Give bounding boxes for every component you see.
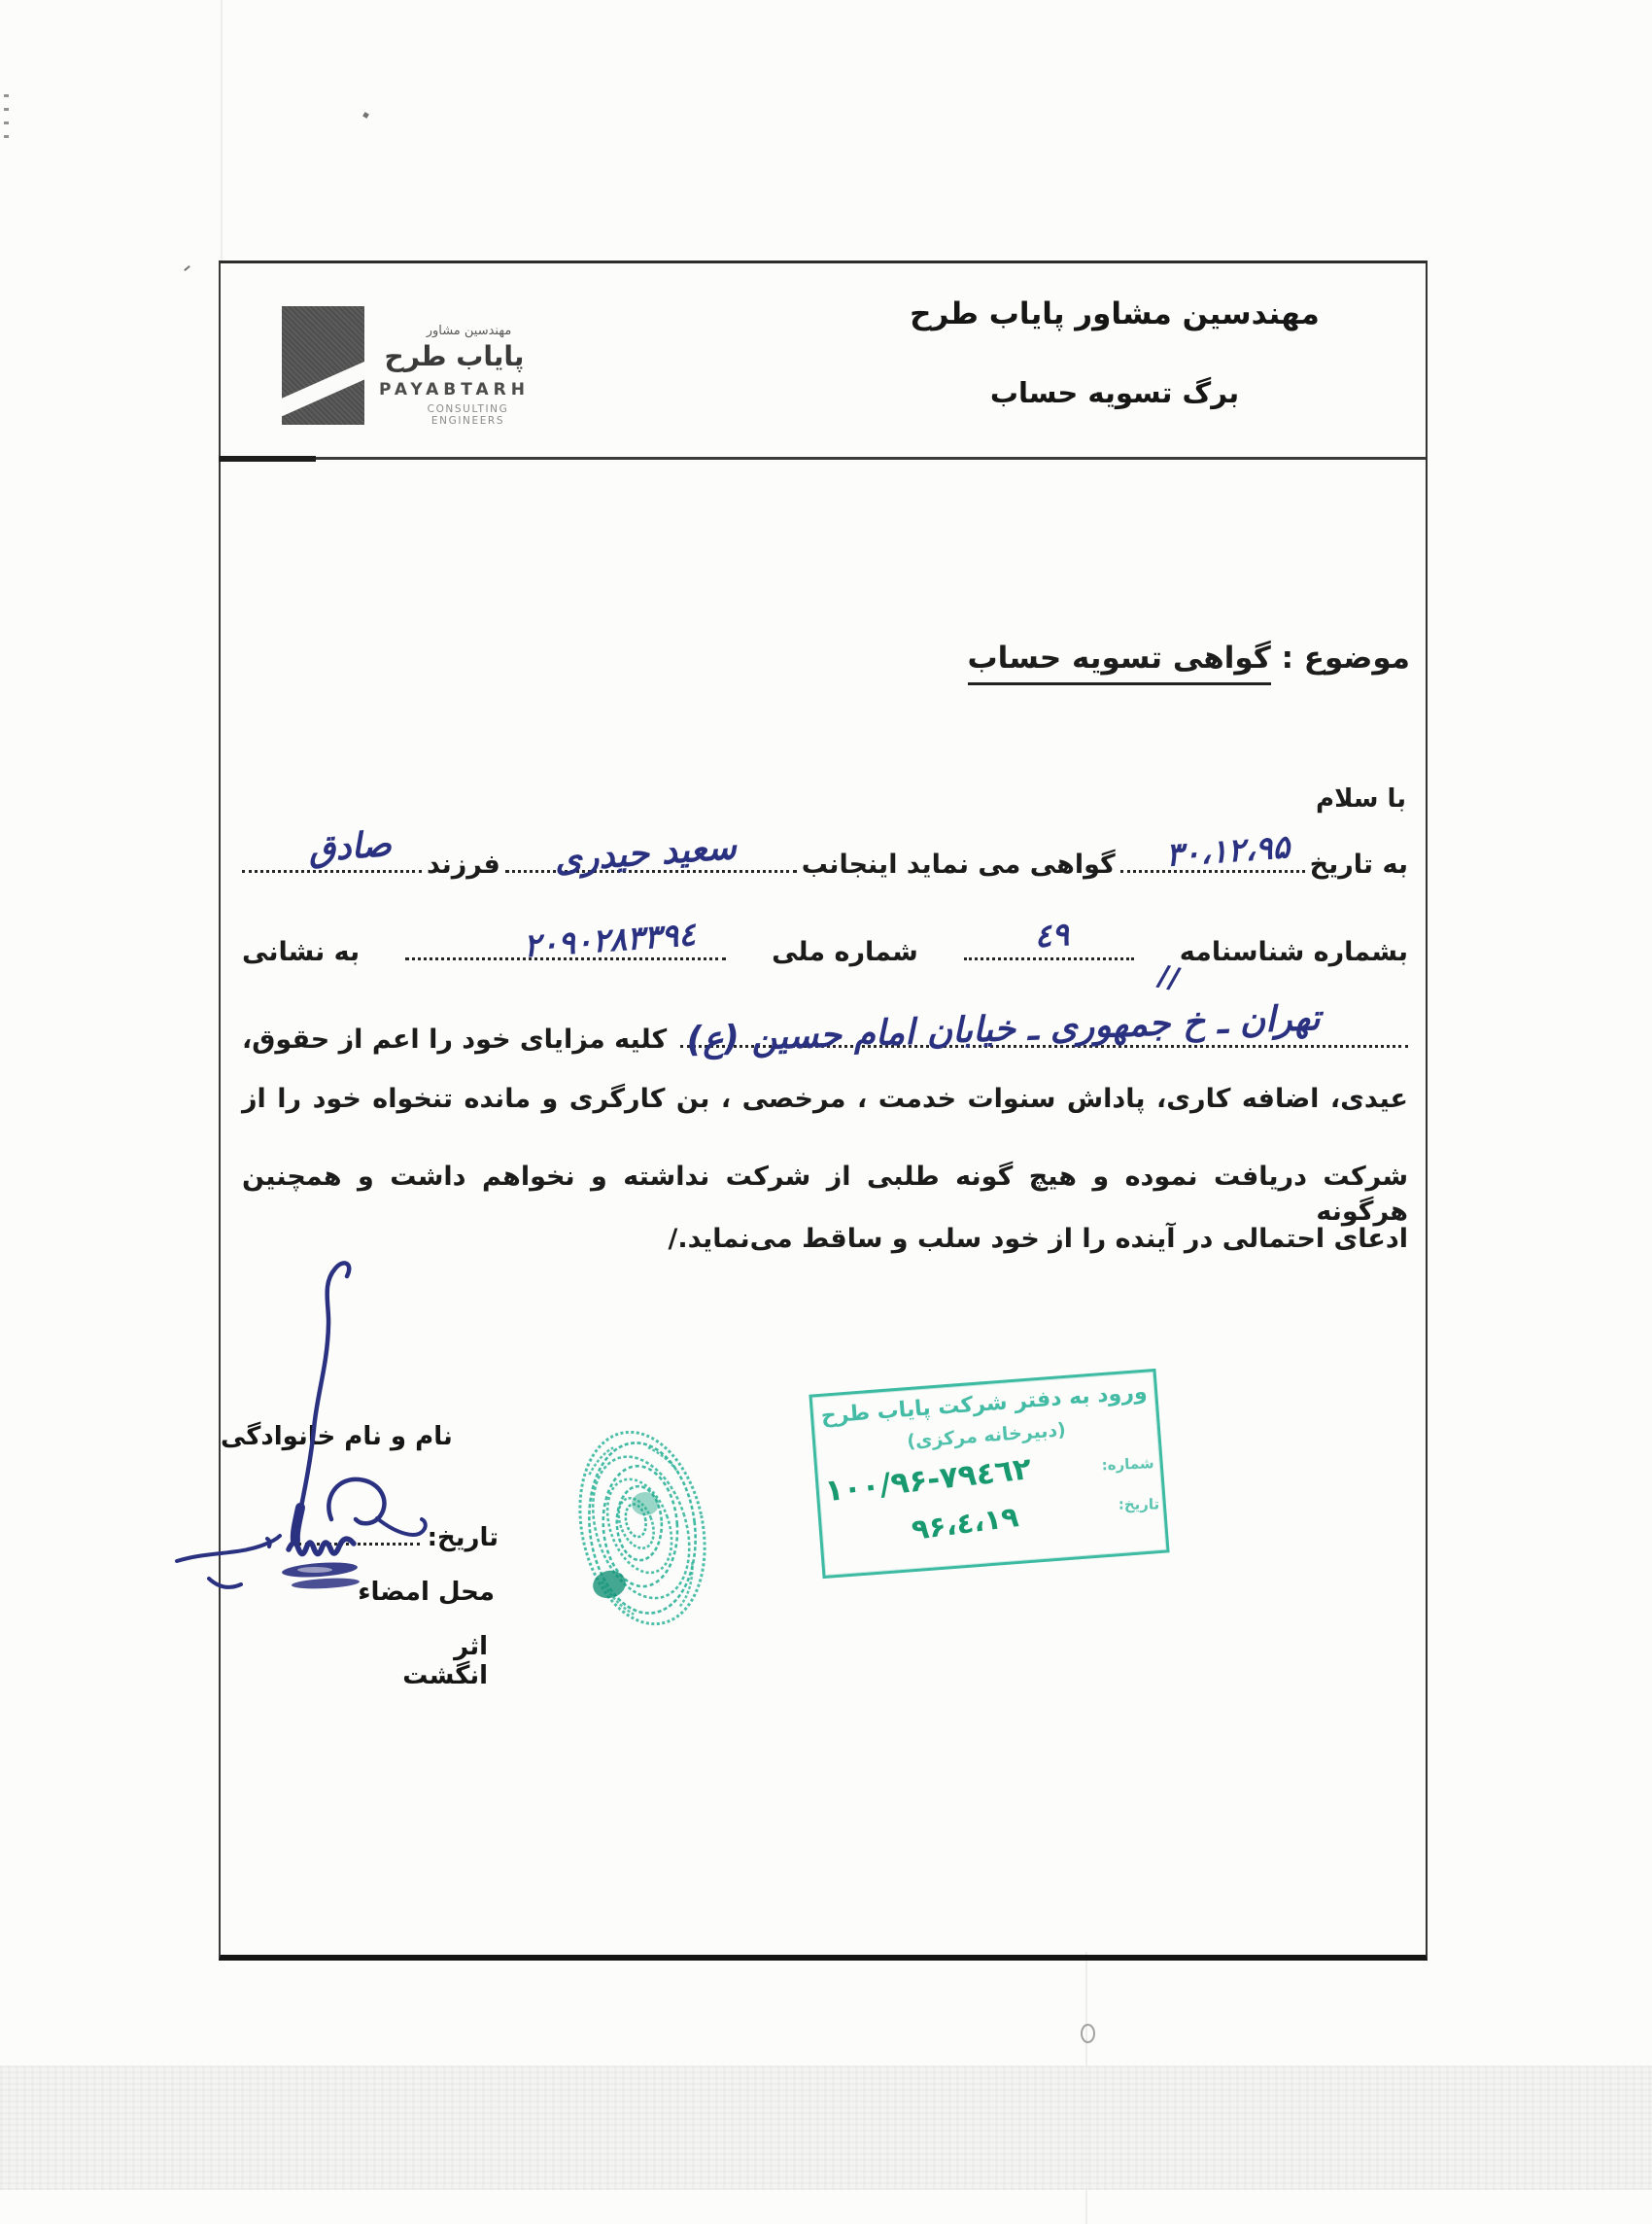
handwritten-birth-cert-no: ٤٩ (1033, 915, 1071, 956)
blank-father-name (242, 824, 422, 873)
fingerprint-mark (572, 1426, 718, 1640)
fingerprint-label: اثر انگشت (402, 1632, 488, 1690)
handwritten-address: تهران ـ خ جمهوری ـ خیابان امام حسین (ع) (685, 998, 1321, 1060)
header-divider-bold-segment (219, 456, 316, 462)
body-line-3 (242, 958, 1408, 1060)
logo-latin-name: PAYABTARH (379, 380, 530, 400)
line2-post: به نشانی (242, 936, 361, 967)
name-surname-label: نام و نام خانوادگی (221, 1422, 453, 1451)
handwritten-name: سعید حیدری (553, 827, 739, 881)
blank-birth-cert-no (964, 915, 1134, 960)
blank-name (505, 827, 797, 881)
blank-address (680, 958, 1408, 1060)
logo-diagonal-stripe (282, 354, 364, 418)
dust-speck (184, 265, 190, 271)
subject-label: موضوع : (1281, 641, 1410, 676)
stamp-number-label: شماره: (1101, 1454, 1155, 1475)
handwritten-national-id: ۲۰۹۰۲۸۳۳۹٤ (522, 915, 697, 965)
signature-place-label: محل امضاء (358, 1578, 495, 1607)
line1-mid: گواهی می نماید اینجانب (801, 849, 1116, 880)
line1-post: فرزند (427, 849, 500, 880)
document-frame (219, 261, 1428, 1961)
stray-zero-mark (1081, 2024, 1095, 2043)
form-title: برگ تسویه حساب (989, 376, 1240, 409)
header-divider (221, 457, 1426, 460)
blank-national-id (405, 915, 726, 965)
body-line-5: شرکت دریافت نموده و هیچ گونه طلبی از شرکت نداشته و نخواهم داشت و همچنین هرگونه (242, 1162, 1408, 1228)
stamp-subtitle: (دبیرخانه مرکزی) (906, 1419, 1067, 1453)
handwritten-date: ۳۰،۱۲،۹۵ (1164, 827, 1291, 875)
line3-text: کلیه مزایای خود را اعم از حقوق، (242, 1024, 668, 1055)
stamp-handwritten-number: ۱۰۰/۹۶-۷۹٤٦۲ (822, 1451, 1034, 1510)
office-entry-stamp (809, 1369, 1169, 1579)
body-line-4: عیدی، اضافه کاری، پاداش سنوات خدمت ، مرخصی ، بن کارگری و مانده تنخواه خود را از (242, 1084, 1408, 1114)
left-edge-specks (4, 84, 17, 152)
logo-latin-subtitle: CONSULTING ENGINEERS (427, 403, 509, 427)
line2-pre: بشماره شناسنامه (1179, 936, 1408, 967)
body-line-2 (242, 915, 1408, 970)
handwritten-father-name: صادق (306, 824, 393, 871)
subject-value: گواهی تسویه حساب (968, 641, 1271, 685)
body-line-6: ادعای احتمالی در آینده را از خود سلب و ساقط می‌نماید./ (668, 1224, 1408, 1254)
dust-speck (362, 112, 369, 119)
company-logo-icon (282, 306, 364, 425)
blank-date (1120, 827, 1305, 875)
stamp-date-label: تاریخ: (1118, 1495, 1159, 1513)
handwritten-slash-marks: // (1154, 958, 1184, 997)
body-line-1 (242, 824, 1408, 883)
date-label: تاریخ: (427, 1523, 499, 1552)
scan-noise-band (0, 2066, 1652, 2190)
scan-crease-top (221, 0, 223, 261)
line2-mid: شماره ملی (772, 936, 918, 967)
stamp-title: ورود به دفتر شرکت پایاب طرح (819, 1379, 1149, 1429)
header-titles (843, 296, 1387, 409)
company-title: مهندسین مشاور پایاب طرح (910, 296, 1320, 331)
logo-persian-name: پایاب طرح (384, 340, 525, 372)
logo-persian-small: مهندسین مشاور (426, 324, 512, 338)
handwritten-signature (138, 1247, 468, 1626)
subject-line (968, 641, 1410, 676)
greeting: با سلام (1316, 784, 1406, 814)
line1-pre: به تاریخ (1309, 849, 1408, 880)
stamp-handwritten-date: ۹۶،٤،۱۹ (910, 1500, 1021, 1546)
company-logo-text (364, 324, 544, 427)
